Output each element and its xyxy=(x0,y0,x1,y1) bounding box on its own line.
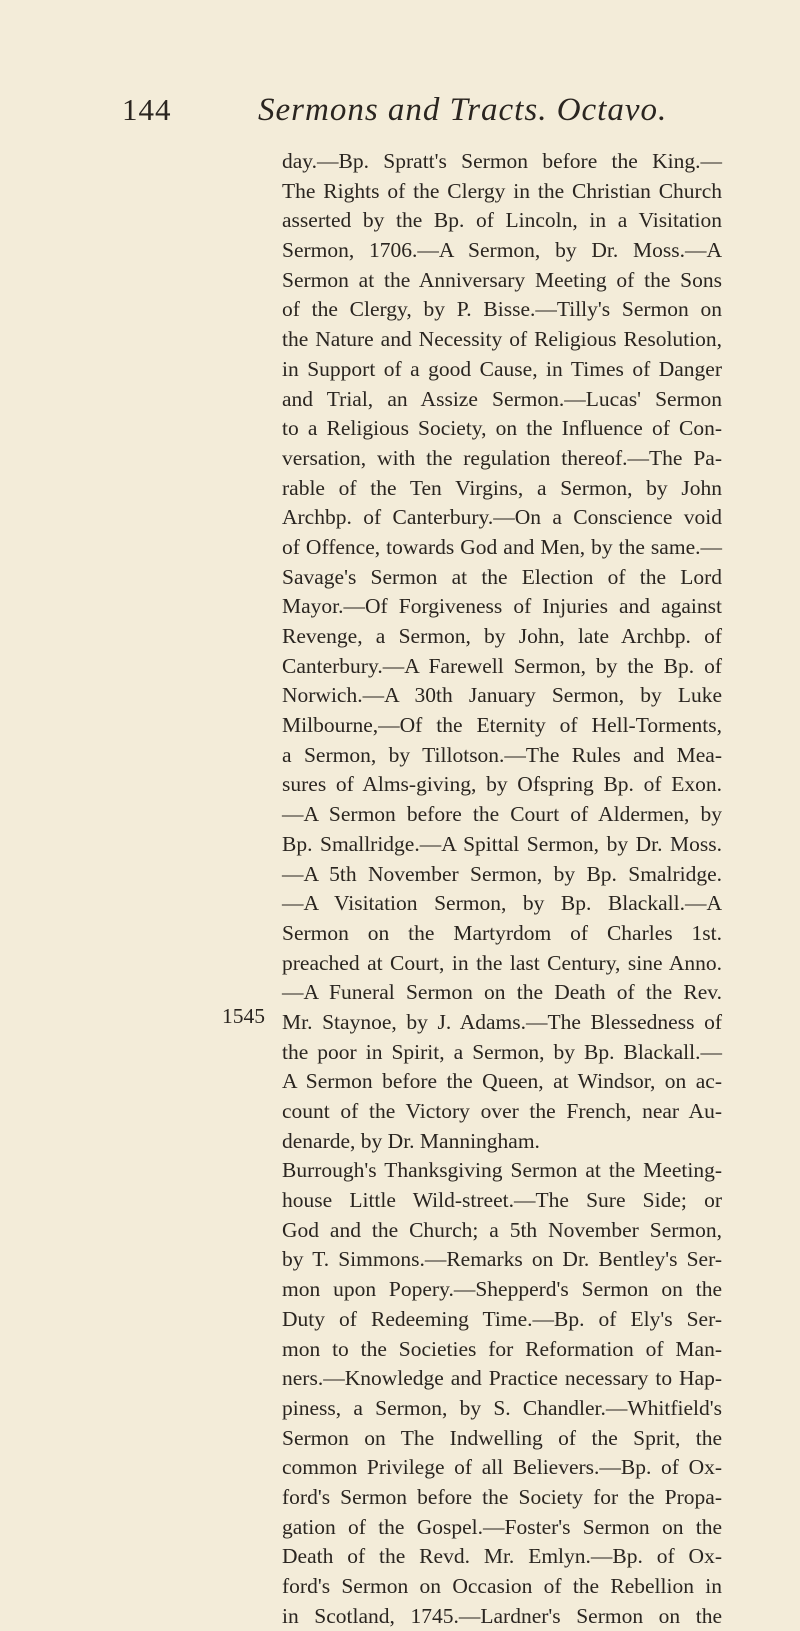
text-line: Archbp. of Canterbury.—On a Conscience void xyxy=(282,505,722,530)
body-text xyxy=(282,147,722,1631)
text-line: Revenge, a Sermon, by John, late Archbp. of xyxy=(282,624,722,648)
text-line: God and the Church; a 5th November Sermon, xyxy=(282,1217,722,1242)
text-line: to a Religious Society, on the Influence of Con- xyxy=(282,416,722,441)
margin-note: 1545 xyxy=(222,1004,265,1028)
text-line: —A Visitation Sermon, by Bp. Blackall.—A xyxy=(282,891,722,916)
text-line: the Nature and Necessity of Religious Resolution, xyxy=(282,327,722,352)
text-line: a Sermon, by Tillotson.—The Rules and Mea- xyxy=(282,742,722,767)
text-line: —A Sermon before the Court of Aldermen, by xyxy=(282,802,722,827)
text-line: Mayor.—Of Forgiveness of Injuries and against xyxy=(282,594,722,619)
text-line: asserted by the Bp. of Lincoln, in a Visitation xyxy=(282,208,722,233)
text-line: gation of the Gospel.—Foster's Sermon on the xyxy=(282,1514,722,1539)
text-line: Mr. Staynoe, by J. Adams.—The Blessedness of xyxy=(282,1009,722,1034)
text-line: the poor in Spirit, a Sermon, by Bp. Blackall.— xyxy=(282,1039,722,1064)
text-line: Death of the Revd. Mr. Emlyn.—Bp. of Ox- xyxy=(282,1544,722,1569)
page-number: 144 xyxy=(122,92,172,127)
text-line: denarde, by Dr. Manningham. xyxy=(282,1128,540,1153)
text-line: Norwich.—A 30th January Sermon, by Luke xyxy=(282,683,722,708)
text-line: Bp. Smallridge.—A Spittal Sermon, by Dr. Moss. xyxy=(282,831,722,856)
text-line: A Sermon before the Queen, at Windsor, on ac- xyxy=(282,1069,722,1094)
text-line: of Offence, towards God and Men, by the same.— xyxy=(282,534,722,559)
text-line: ners.—Knowledge and Practice necessary to Hap- xyxy=(282,1366,722,1391)
text-line: Sermon on the Martyrdom of Charles 1st. xyxy=(282,920,722,945)
text-line: Burrough's Thanksgiving Sermon at the Meeting- xyxy=(282,1158,722,1183)
running-title: Sermons and Tracts. Octavo. xyxy=(258,92,668,128)
text-line: in Support of a good Cause, in Times of Danger xyxy=(282,356,722,381)
text-line: —A 5th November Sermon, by Bp. Smalridge. xyxy=(282,861,722,886)
text-line: Canterbury.—A Farewell Sermon, by the Bp. of xyxy=(282,653,722,678)
text-line: count of the Victory over the French, near Au- xyxy=(282,1099,722,1123)
text-line: versation, with the regulation thereof.—The Pa- xyxy=(282,445,722,470)
text-line: mon upon Popery.—Shepperd's Sermon on the xyxy=(282,1277,722,1302)
text-line: of the Clergy, by P. Bisse.—Tilly's Sermon on xyxy=(282,297,722,322)
text-line: Duty of Redeeming Time.—Bp. of Ely's Ser- xyxy=(282,1306,722,1331)
text-line: The Rights of the Clergy in the Christian Church xyxy=(282,178,722,203)
text-line: piness, a Sermon, by S. Chandler.—Whitfield's xyxy=(282,1395,722,1420)
text-line: and Trial, an Assize Sermon.—Lucas' Sermon xyxy=(282,386,722,411)
text-line: ford's Sermon on Occasion of the Rebellion in xyxy=(282,1574,722,1598)
text-line: by T. Simmons.—Remarks on Dr. Bentley's Ser- xyxy=(282,1247,722,1272)
text-line: in Scotland, 1745.—Lardner's Sermon on the xyxy=(282,1603,722,1628)
text-line: day.—Bp. Spratt's Sermon before the King.— xyxy=(282,149,722,173)
text-line: Milbourne,—Of the Eternity of Hell-Torments, xyxy=(282,713,722,738)
text-line: ford's Sermon before the Society for the Propa- xyxy=(282,1484,722,1509)
text-line: Sermon, 1706.—A Sermon, by Dr. Moss.—A xyxy=(282,238,722,263)
text-line: sures of Alms-giving, by Ofspring Bp. of Exon. xyxy=(282,772,722,797)
text-line: Sermon on The Indwelling of the Sprit, the xyxy=(282,1425,722,1450)
text-line: —A Funeral Sermon on the Death of the Rev. xyxy=(282,980,722,1005)
text-line: house Little Wild-street.—The Sure Side; or xyxy=(282,1188,722,1213)
text-line: rable of the Ten Virgins, a Sermon, by John xyxy=(282,475,722,500)
text-line: Savage's Sermon at the Election of the Lord xyxy=(282,564,722,589)
text-line: Sermon at the Anniversary Meeting of the Sons xyxy=(282,267,722,292)
text-line: preached at Court, in the last Century, sine Anno. xyxy=(282,950,722,975)
text-line: mon to the Societies for Reformation of Man- xyxy=(282,1336,722,1361)
page-header xyxy=(0,92,800,132)
text-line: common Privilege of all Believers.—Bp. of Ox- xyxy=(282,1455,722,1480)
